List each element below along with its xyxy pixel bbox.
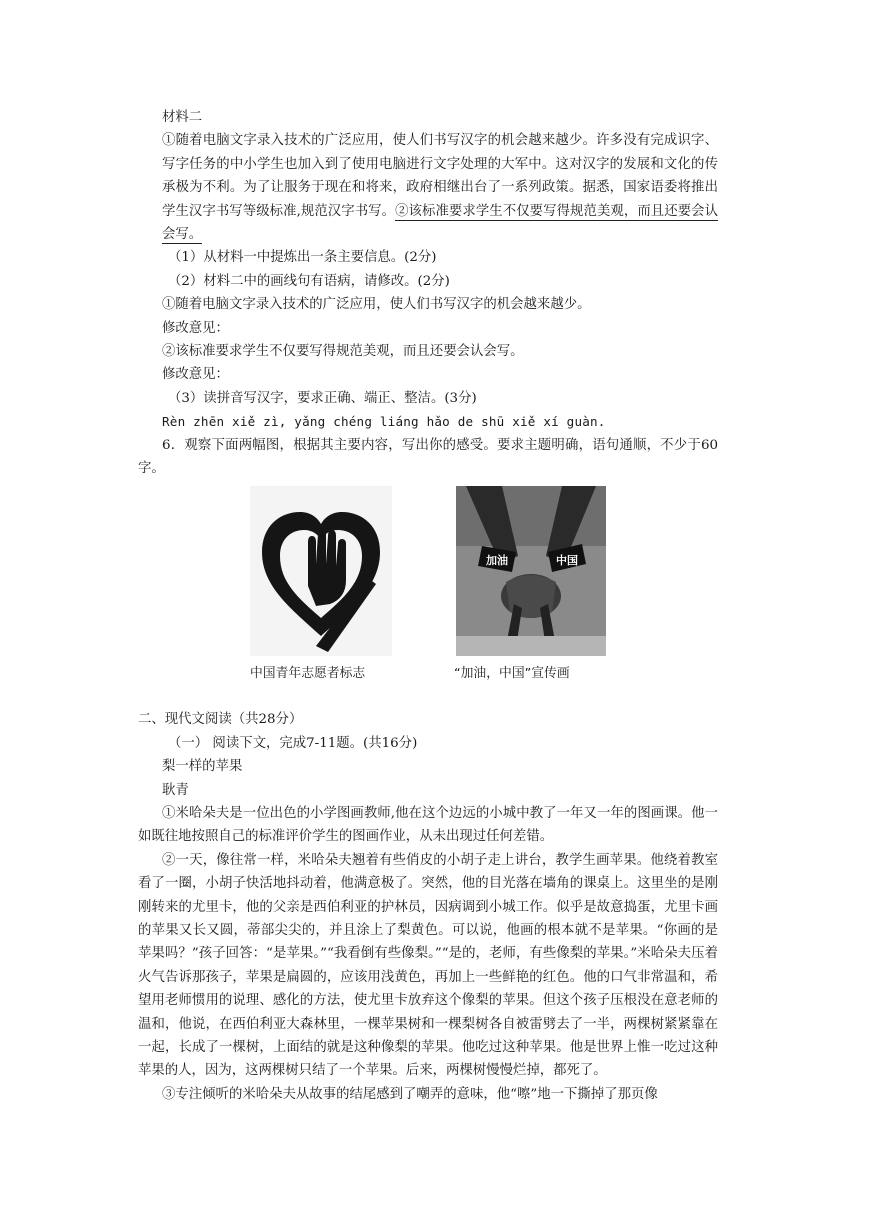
- article-title: 梨一样的苹果: [162, 759, 243, 775]
- document-page: [138, 106, 718, 1106]
- article-author: 耿青: [162, 782, 189, 798]
- pinyin-line: Rèn zhēn xiě zì, yǎng chéng liáng hǎo de shū xiě xí guàn.: [162, 414, 606, 430]
- right-figure-caption: “加油，中国”宣传画: [454, 666, 570, 682]
- section-2-sub: （一） 阅读下文，完成7-11题。(共16分): [168, 735, 418, 751]
- figures-row: [138, 486, 718, 704]
- fix-label-2: 修改意见：: [162, 367, 229, 383]
- question-3: （3）读拼音写汉字，要求正确、端正、整洁。(3分): [168, 390, 477, 406]
- article-paragraph-1: [138, 802, 718, 849]
- section-2-heading: 二、现代文阅读（共28分）: [138, 712, 303, 728]
- article-paragraph-3: [138, 1083, 718, 1106]
- question-6-text: 6．观察下面两幅图，根据其主要内容，写出你的感受。要求主题明确，语句通顺，不少于60字。: [138, 437, 718, 476]
- underlined-sentence: ②该标准要求学生不仅要写得规范美观，而且还要会认会写。: [162, 203, 718, 243]
- sentence-1: ①随着电脑文字录入技术的广泛应用，使人们书写汉字的机会越来越少。: [162, 297, 591, 313]
- question-1: （1）从材料一中提炼出一条主要信息。(2分): [168, 250, 437, 266]
- material2-text: ①随着电脑文字录入技术的广泛应用，使人们书写汉字的机会越来越少。许多没有完成识字、写字任务的中小学生也加入到了使用电脑进行文字处理的大军中。这对汉字的发展和文化的传承极为不利。为了让服务于现在和将来，政府相继出台了一系列政策。据悉，国家语委将推出学生汉字书写等级标准,规范汉字书写。: [162, 133, 718, 219]
- poster-figure: [456, 486, 606, 682]
- material2-heading: 材料二: [162, 110, 203, 125]
- left-figure-caption: 中国青年志愿者标志: [250, 666, 366, 682]
- holding-hands-icon: [456, 486, 606, 656]
- heart-hand-icon: [250, 486, 392, 656]
- sentence-2: ②该标准要求学生不仅要写得规范美观，而且还要会认会写。: [162, 343, 524, 359]
- question-6: [138, 434, 718, 481]
- article-p2-text: ②一天，像往常一样，米哈朵夫翘着有些俏皮的小胡子走上讲台，教学生画苹果。他绕着教室看了一圈，小胡子快活地抖动着，他满意极了。突然，他的目光落在墙角的课桌上。这里坐的是刚刚转来的尤里卡，他的父亲是西伯利亚的护林员，因病调到小城工作。似乎是故意捣蛋，尤里卡画的苹果又长又圆，蒂部尖尖的，并且涂上了梨黄色。可以说，他画的根本就不是苹果。“你画的是苹果吗？”孩子回答：“是苹果。”“我看倒有些像梨。”“是的，老师，有些像梨的苹果。”米哈朵夫压着火气告诉那孩子，苹果是扁圆的，应该用浅黄色，再加上一些鲜艳的红色。他的口气非常温和，希望用老师惯用的说理、感化的方法，使尤里卡放弃这个像梨的苹果。但这个孩子压根没在意老师的温和，他说，在西伯利亚大森林里，一棵苹果树和一棵梨树各自被雷劈去了一半，两棵树紧紧靠在一起，长成了一棵树，上面结的就是这种像梨的苹果。他吃过这种苹果。他是世界上惟一吃过这种苹果的人，因为，这两棵树只结了一个苹果。后来，两棵树慢慢烂掉，都死了。: [138, 852, 718, 1079]
- fix-label-1: 修改意见：: [162, 320, 229, 336]
- article-p3-text: ③专注倾听的米哈朵夫从故事的结尾感到了嘲弄的意味，他“嚓”地一下撕掉了那页像: [162, 1086, 658, 1102]
- band-right-text: 中国: [556, 554, 578, 568]
- band-left-text: 加油: [486, 554, 508, 568]
- article-p1-text: ①米哈朵夫是一位出色的小学图画教师,他在这个边远的小城中教了一年又一年的图画课。他一如既往地按照自己的标准评价学生的图画作业，从未出现过任何差错。: [138, 805, 718, 845]
- question-2: （2）材料二中的画线句有语病，请修改。(2分): [168, 273, 450, 289]
- article-paragraph-2: [138, 849, 718, 1083]
- volunteer-logo-figure: [250, 486, 392, 682]
- material2-paragraph: [138, 129, 718, 246]
